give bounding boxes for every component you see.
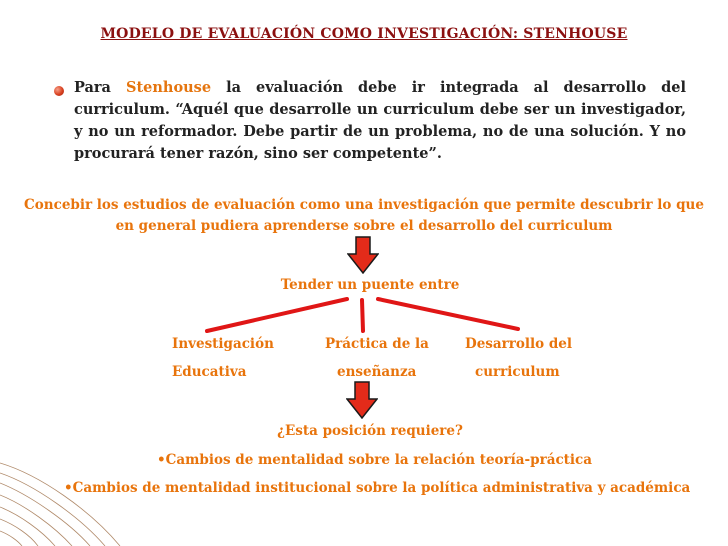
- branch-1-line-1: Investigación: [172, 336, 274, 352]
- concebir-line-2: en general pudiera aprenderse sobre el desarrollo del curriculum: [115, 218, 613, 234]
- branch-1-line-2: Educativa: [172, 364, 247, 380]
- puente-label: Tender un puente entre: [280, 277, 460, 293]
- decorative-curves: [0, 455, 140, 546]
- bullet-icon: [54, 86, 64, 96]
- stenhouse-paragraph: [74, 77, 686, 165]
- paragraph-highlight: Stenhouse: [125, 79, 212, 96]
- down-arrow-icon: [347, 236, 379, 274]
- concebir-line-1: Concebir los estudios de evaluación como una investigación que permite descubrir lo que: [24, 197, 704, 213]
- branch-line-right: [378, 299, 518, 329]
- branch-3-line-2: curriculum: [475, 364, 560, 380]
- branch-line-left: [207, 299, 347, 331]
- page-title: MODELO DE EVALUACIÓN COMO INVESTIGACIÓN: STENHOUSE: [100, 26, 628, 42]
- cambio-item-2: •Cambios de mentalidad institucional sobre la política administrativa y académica: [64, 480, 691, 496]
- branch-3-line-1: Desarrollo del: [465, 336, 572, 352]
- pregunta-label: ¿Esta posición requiere?: [277, 423, 463, 439]
- down-arrow-icon: [346, 381, 378, 419]
- branch-line-center: [362, 300, 363, 331]
- branch-lines: [0, 290, 728, 340]
- paragraph-rest: la evaluación debe ir integrada al desarrollo del curriculum. “Aquél que desarrolle un curriculum debe ser un investigador, y no un reformador. Debe partir de un problema, no de una solución. Y no procurará tener razón, sino ser competente”.: [74, 79, 686, 162]
- cambio-item-1: •Cambios de mentalidad sobre la relación teoría-práctica: [157, 452, 592, 468]
- branch-2-line-2: enseñanza: [337, 364, 417, 380]
- branch-2-line-1: Práctica de la: [325, 336, 429, 352]
- paragraph-prefix: Para: [74, 79, 126, 96]
